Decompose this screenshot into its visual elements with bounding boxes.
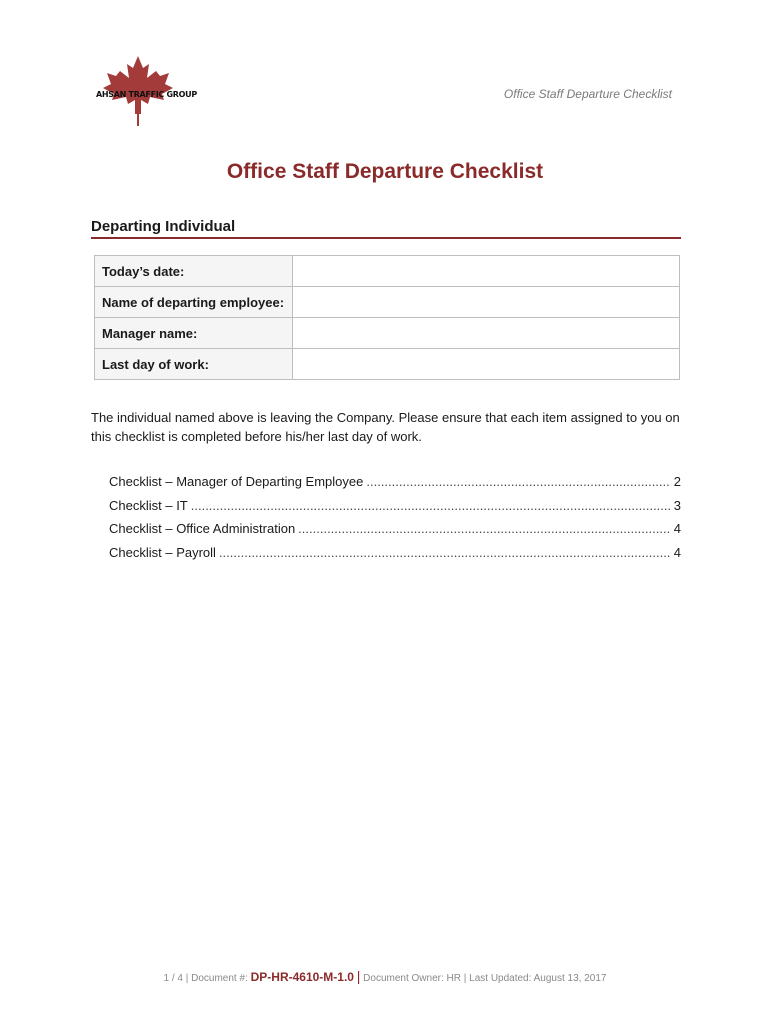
- manager-name-label: Manager name:: [95, 318, 293, 349]
- footer-page-info: 1 / 4 | Document #:: [163, 973, 248, 984]
- footer-document-number: DP-HR-4610-M-1.0: [250, 970, 354, 984]
- toc-leader-dots: [366, 474, 670, 489]
- table-row: [95, 287, 680, 318]
- toc-leader-dots: [219, 545, 671, 560]
- table-row: [95, 256, 680, 287]
- todays-date-field[interactable]: [293, 256, 680, 287]
- manager-name-field[interactable]: [293, 318, 680, 349]
- table-row: [95, 349, 680, 380]
- toc-leader-dots: [298, 521, 671, 536]
- last-day-field[interactable]: [293, 349, 680, 380]
- toc-label: Checklist – Payroll: [109, 544, 216, 560]
- toc-page-number: 4: [673, 521, 681, 536]
- logo-wordmark: AHSAN TRAFFIC GROUP: [96, 90, 197, 99]
- toc-item-manager[interactable]: [109, 474, 681, 498]
- company-logo: [96, 54, 197, 128]
- toc-page-number: 4: [673, 544, 681, 560]
- toc-item-it[interactable]: [109, 498, 681, 522]
- section-heading: Departing Individual: [91, 218, 681, 239]
- page-footer: [0, 968, 770, 984]
- toc-page-number: 3: [673, 497, 681, 513]
- toc-page-number: 2: [673, 474, 681, 489]
- toc-item-office-administration[interactable]: [109, 521, 681, 545]
- toc-label: Checklist – IT: [109, 497, 188, 513]
- table-of-contents: [109, 474, 681, 568]
- running-header-title: Office Staff Departure Checklist: [503, 87, 672, 101]
- intro-paragraph: The individual named above is leaving the Company. Please ensure that each item assigned to you on this checklist is completed before his/her last day of work.: [91, 410, 680, 444]
- departing-individual-table: [94, 255, 680, 380]
- toc-item-payroll[interactable]: [109, 545, 681, 569]
- toc-leader-dots: [191, 498, 671, 513]
- toc-label: Checklist – Office Administration: [109, 521, 296, 536]
- last-day-label: Last day of work:: [95, 349, 293, 380]
- page-title: Office Staff Departure Checklist: [226, 160, 544, 183]
- todays-date-label: Today’s date:: [95, 256, 293, 287]
- toc-label: Checklist – Manager of Departing Employee: [109, 474, 364, 489]
- employee-name-label: Name of departing employee:: [95, 287, 293, 318]
- employee-name-field[interactable]: [293, 287, 680, 318]
- footer-owner-updated: Document Owner: HR | Last Updated: August 13, 2017: [363, 973, 607, 984]
- footer-separator: |: [356, 968, 361, 984]
- table-row: [95, 318, 680, 349]
